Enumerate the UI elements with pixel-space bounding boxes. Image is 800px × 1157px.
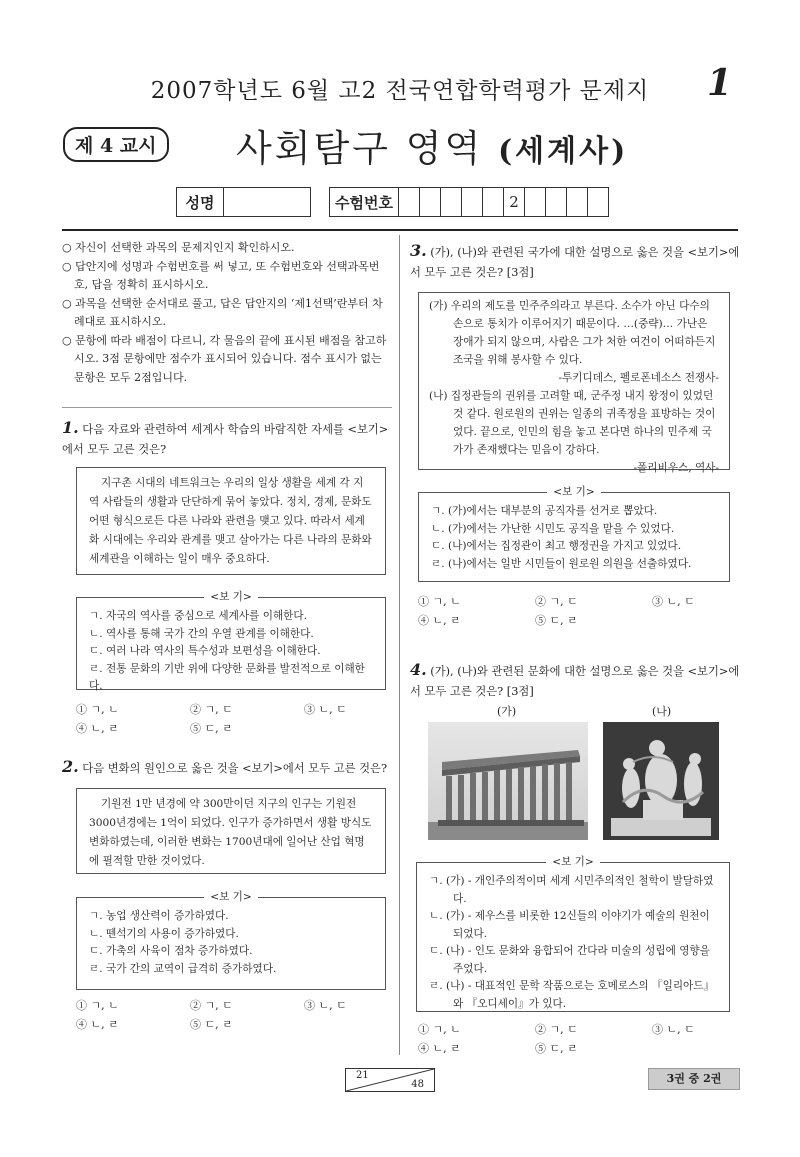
choice-2[interactable]: ② ㄱ, ㄷ: [190, 703, 233, 716]
bogi-item: ㄴ. 뗀석기의 사용이 증가하였다.: [89, 927, 239, 940]
choice-1[interactable]: ① ㄱ, ㄴ: [418, 1023, 461, 1036]
spacer: [311, 188, 330, 217]
choice-2[interactable]: ② ㄱ, ㄷ: [190, 999, 233, 1012]
bogi-item: ㄴ. (가) - 제우스를 비롯한 12신들의 이야기가 예술의 원천이 되었다.: [429, 910, 710, 940]
bogi-item: ㄷ. (나) - 인도 문화와 융합되어 간다라 미술의 성립에 영향을 주었다.: [429, 945, 710, 975]
bogi-item: ㄷ. 여러 나라 역사의 특수성과 보편성을 이해한다.: [89, 645, 321, 657]
exam-digit-cell[interactable]: [483, 188, 504, 217]
q1-bogi-box: [76, 591, 386, 692]
notice-separator: [62, 407, 392, 408]
bogi-title: <보 기>: [546, 856, 600, 868]
question-4: [410, 660, 740, 702]
bogi-item: ㄹ. 전통 문화의 기반 위에 다양한 문화를 발전적으로 이해한다.: [89, 662, 365, 692]
document-title: 2007학년도 6월 고2 전국연합학력평가 문제지: [150, 78, 650, 104]
page-counter: [345, 1068, 435, 1092]
q3-passage: [418, 292, 730, 474]
choice-1[interactable]: ① ㄱ, ㄴ: [76, 999, 119, 1012]
question-number: 4.: [410, 660, 427, 679]
bogi-item: ㄱ. (가)에서는 대부분의 공직자를 선거로 뽑았다.: [431, 505, 658, 517]
exam-digit-cell[interactable]: [420, 188, 441, 217]
choice-5[interactable]: ⑤ ㄷ, ㄹ: [190, 722, 233, 735]
page-total: 48: [411, 1079, 424, 1090]
bogi-item: ㄹ. (나)에서는 일반 시민들이 원로원 의원을 선출하였다.: [431, 557, 692, 570]
choice-3[interactable]: ③ ㄴ, ㄷ: [304, 703, 347, 716]
bogi-item: ㄱ. (가) - 개인주의적이며 세계 시민주의적인 철학이 발달하였다.: [429, 875, 714, 905]
subject-name: 사회탐구 영역: [236, 127, 484, 170]
bogi-item: ㄹ. 국가 간의 교역이 급격히 증가하였다.: [89, 962, 277, 975]
volume-badge: 3권 중 2권: [648, 1068, 740, 1090]
notice-list: [62, 239, 392, 387]
laocoon-sculpture-image: [603, 722, 719, 840]
q2-passage: [76, 788, 386, 874]
bogi-item: ㄴ. (가)에서는 가난한 시민도 공직을 맡을 수 있었다.: [431, 522, 675, 535]
exam-digit-cell[interactable]: [567, 188, 588, 217]
exam-digit-cell[interactable]: [441, 188, 462, 217]
q4-bogi-box: [416, 856, 730, 1012]
notice-item: ○ 문항에 따라 배점이 다르니, 각 물음의 끝에 표시된 배점을 참고하시오. 3점 문항에만 점수가 표시되어 있습니다. 점수 표시가 없는 문항은 모두 2점입니다.: [62, 333, 387, 384]
question-text: 다음 변화의 원인으로 옳은 것을 <보기>에서 모두 고른 것은?: [82, 762, 388, 775]
page-number: 1: [706, 62, 732, 104]
bogi-item: ㄱ. 농업 생산력이 증가하였다.: [89, 910, 229, 922]
period-badge: 제 4 교시: [63, 127, 169, 162]
choice-5[interactable]: ⑤ ㄷ, ㄹ: [190, 1018, 233, 1031]
choice-3[interactable]: ③ ㄴ, ㄷ: [652, 595, 695, 608]
page-current: 21: [356, 1070, 369, 1081]
choice-1[interactable]: ① ㄱ, ㄴ: [418, 595, 461, 608]
bogi-item: ㄱ. 자국의 역사를 중심으로 세계사를 이해한다.: [89, 610, 308, 622]
question-text: (가), (나)와 관련된 국가에 대한 설명으로 옳은 것을 <보기>에서 모두 고른 것은? [3점]: [410, 246, 740, 279]
exam-digit-cell[interactable]: 2: [504, 188, 525, 217]
image-label-na: (나): [652, 705, 672, 718]
name-label: 성명: [177, 188, 224, 217]
question-number: 3.: [410, 241, 427, 260]
q1-passage: [76, 467, 386, 575]
question-text: 다음 자료와 관련하여 세계사 학습의 바람직한 자세를 <보기>에서 모두 고른 것은?: [62, 423, 389, 456]
notice-item: ○ 과목을 선택한 순서대로 풀고, 답은 답안지의 ‘제1선택’란부터 차례대로 표시하시오.: [62, 296, 383, 328]
notice-item: ○ 답안지에 성명과 수험번호를 써 넣고, 또 수험번호와 선택과목번호, 답을 정확히 표시하시오.: [62, 259, 380, 291]
column-divider: [399, 235, 400, 1055]
image-label-ga: (가): [497, 705, 517, 718]
choice-2[interactable]: ② ㄱ, ㄷ: [535, 595, 578, 608]
choice-4[interactable]: ④ ㄴ, ㄹ: [76, 722, 119, 735]
choice-4[interactable]: ④ ㄴ, ㄹ: [76, 1018, 119, 1031]
q1-choices: [76, 700, 386, 738]
bogi-item: ㄴ. 역사를 통해 국가 간의 우열 관계를 이해한다.: [89, 627, 314, 640]
bogi-item: ㄷ. (나)에서는 집정관이 최고 행정권을 가지고 있었다.: [431, 540, 682, 552]
exam-digit-cell[interactable]: [525, 188, 546, 217]
parthenon-image: [428, 722, 588, 840]
choice-5[interactable]: ⑤ ㄷ, ㄹ: [535, 1042, 578, 1055]
source-ga: -투키디데스, 펠로폰네소스 전쟁사-: [558, 372, 719, 384]
exam-digit-cell[interactable]: [588, 188, 609, 217]
exam-digit-cell[interactable]: [546, 188, 567, 217]
subject-sub: (세계사): [497, 134, 629, 169]
subject-title: [236, 118, 628, 172]
question-1: [62, 418, 392, 460]
q3-choices: [418, 592, 730, 630]
question-2: [62, 757, 392, 779]
question-number: 1.: [62, 418, 79, 437]
passage-ga: (가) 우리의 제도를 민주주의라고 부른다. 소수가 아닌 다수의 손으로 통치가 이루어지기 때문이다. …(중략)… 가난은 장애가 되지 않으며, 사람은 그가 처한 여건이 어떠하든지 조국을 위해 봉사할 수 있다.: [429, 300, 716, 366]
source-na: -폴리비우스, 역사-: [633, 462, 719, 474]
bogi-title: <보 기>: [204, 591, 258, 603]
passage-text: 지구촌 시대의 네트워크는 우리의 일상 생활을 세계 각 지역 사람들의 생활과 단단하게 묶어 놓았다. 정치, 경제, 문화도 어떤 형식으로든 다른 나라와 관련을 맺고 있다. 따라서 세계화 시대에는 우리와 관계를 맺고 살아가는 다른 나라의 문화와 세계관을 이해하는 일이 매우 중요하다.: [89, 477, 372, 565]
choice-5[interactable]: ⑤ ㄷ, ㄹ: [535, 614, 578, 627]
choice-4[interactable]: ④ ㄴ, ㄹ: [418, 614, 461, 627]
bogi-item: ㄷ. 가축의 사육이 점차 증가하였다.: [89, 945, 253, 957]
header-rule: [62, 229, 738, 231]
passage-na: (나) 집정관들의 권위를 고려할 때, 군주정 내지 왕정이 있었던 것 같다. 원로원의 권위는 일종의 귀족정을 표방하는 것이었다. 끝으로, 인민의 힘을 놓고 본다면 하나의 민주제 국가가 존재했다는 믿음이 강하다.: [429, 390, 716, 456]
exam-digit-cell[interactable]: [462, 188, 483, 217]
choice-3[interactable]: ③ ㄴ, ㄷ: [652, 1023, 695, 1036]
question-text: (가), (나)와 관련된 문화에 대한 설명으로 옳은 것을 <보기>에서 모두 고른 것은? [3점]: [410, 665, 740, 698]
q4-choices: [418, 1020, 730, 1058]
choice-4[interactable]: ④ ㄴ, ㄹ: [418, 1042, 461, 1055]
name-field[interactable]: [224, 188, 311, 217]
exam-no-label: 수험번호: [330, 188, 399, 217]
bogi-title: <보 기>: [204, 891, 258, 903]
question-number: 2.: [62, 757, 79, 776]
q2-choices: [76, 996, 386, 1034]
q3-bogi-box: [418, 486, 730, 582]
passage-text: 기원전 1만 년경에 약 300만이던 지구의 인구는 기원전 3000년경에는 1억이 되었다. 인구가 증가하면서 생활 방식도 변화하였는데, 이러한 변화는 1700년대에 일어난 산업 혁명에 필적할 만한 것이었다.: [89, 798, 372, 867]
bogi-title: <보 기>: [547, 486, 601, 498]
student-info-table: [176, 187, 609, 217]
choice-2[interactable]: ② ㄱ, ㄷ: [535, 1023, 578, 1036]
choice-3[interactable]: ③ ㄴ, ㄷ: [304, 999, 347, 1012]
question-3: [410, 241, 740, 283]
notice-item: ○ 자신이 선택한 과목의 문제지인지 확인하시오.: [62, 241, 295, 254]
bogi-item: ㄹ. (나) - 대표적인 문학 작품으로는 호메로스의 『일리아드』와 『오디세이』가 있다.: [429, 980, 715, 1010]
choice-1[interactable]: ① ㄱ, ㄴ: [76, 703, 119, 716]
q2-bogi-box: [76, 891, 386, 990]
exam-digit-cell[interactable]: [399, 188, 420, 217]
